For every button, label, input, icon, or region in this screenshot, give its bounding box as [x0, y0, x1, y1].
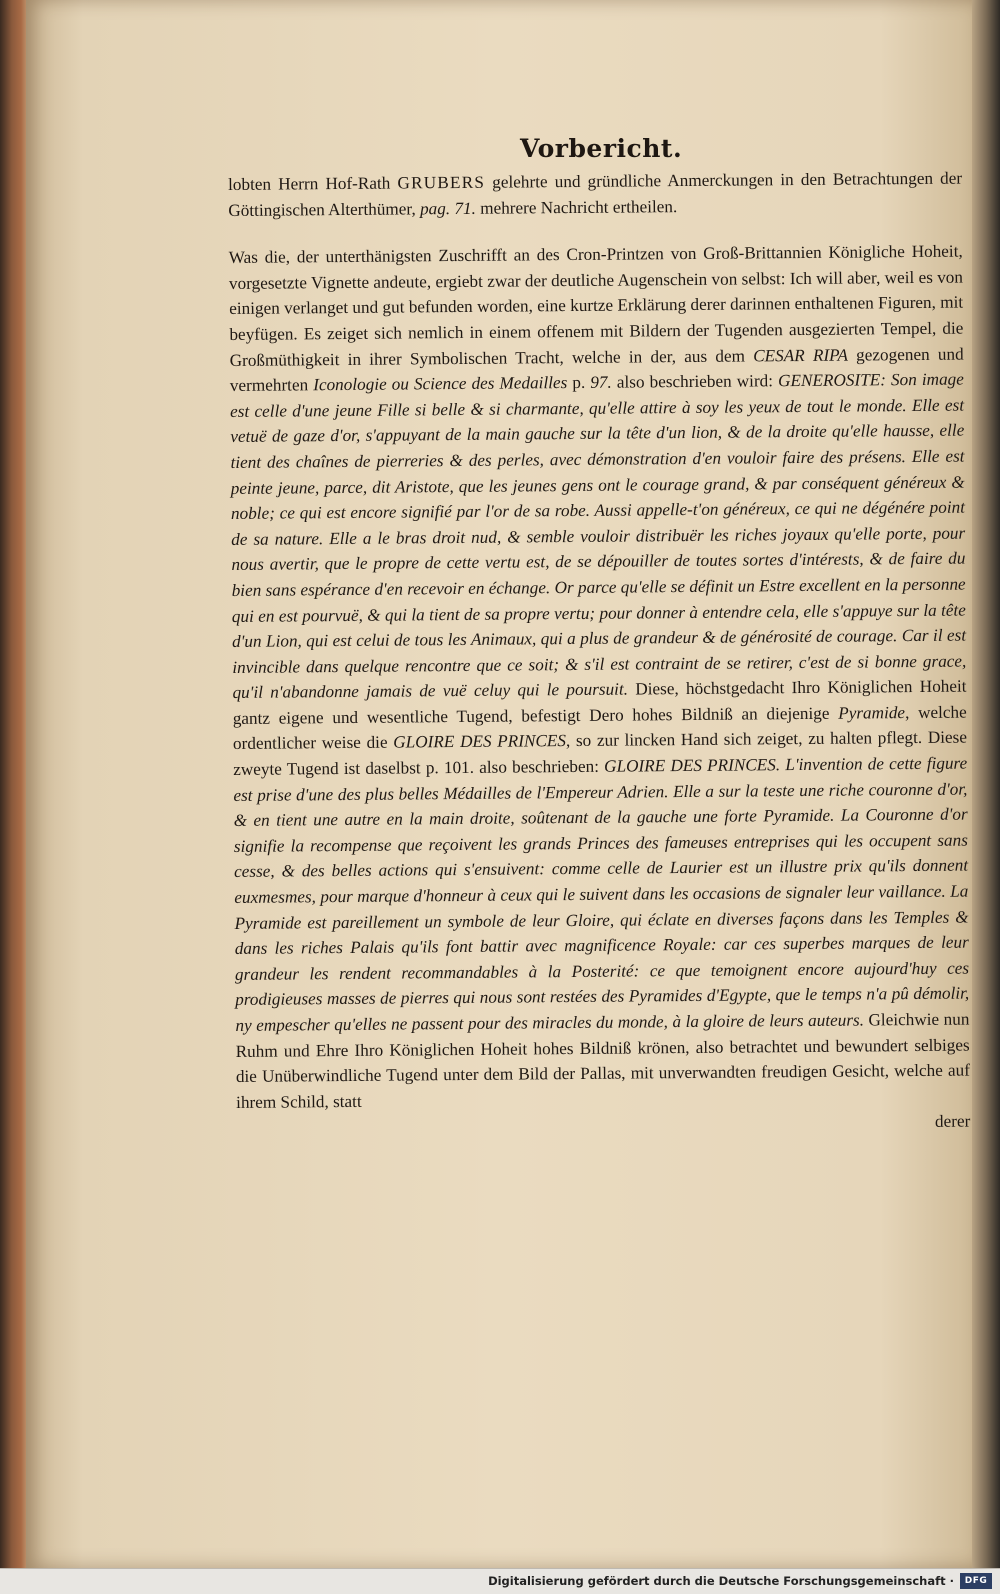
footer-credit: Digitalisierung gefördert durch die Deutsche Forschungsgemeinschaft · [488, 1574, 954, 1588]
p2-segment-2: gezogenen und vermehrten [229, 344, 964, 396]
p2-segment-9: Pyramide [838, 702, 906, 723]
p2-segment-12: , so zur lincken Hand sich zeiget, zu halten pflegt. Diese zweyte Tugend ist daselbst p. 101. also beschrieben: [233, 728, 968, 780]
catchword: derer [934, 1111, 971, 1132]
p1-segment-1: GRUBERS [397, 172, 486, 193]
p1-segment-2: gelehrte und gründliche Anmerckungen in den Betrachtungen der Göttingischen Alterthümer, [228, 168, 963, 220]
paragraph-2 [229, 239, 971, 1116]
p2-segment-8: Diese, höchstgedacht Ihro Königlichen Hoheit gantz eigene und wesentliche Tugend, befestigt Dero hohes Bildniß an diejenige [232, 676, 967, 728]
dfg-logo: DFG [960, 1573, 992, 1589]
p2-segment-5: 97. [590, 372, 612, 393]
paragraph-1 [228, 166, 962, 224]
p2-segment-14: Gleichwie nun Ruhm und Ehre Ihro Königlichen Hoheit hohes Bildniß krönen, also betrachtet und bewundert selbiges die Unüberwindliche Tugend unter dem Bild der Pallas, mit unverwandten freudigen Gesicht, welche auf ihrem Schild, statt [235, 1009, 970, 1112]
page-heading: Vorbericht. [520, 134, 683, 163]
page-right-edge [972, 0, 1000, 1568]
footer-bar [0, 1568, 1000, 1594]
page-body [228, 166, 970, 1141]
p2-segment-6: also beschrieben wird: [611, 371, 779, 392]
p2-segment-1: CESAR RIPA [753, 345, 848, 365]
p1-segment-0: lobten Herrn Hof-Rath [228, 173, 398, 194]
p2-segment-0: Was die, der unterthänigsten Zuschrifft an des Cron-Printzen von Groß-Brittannien Königliche Hoheit, vorgesetzte Vignette andeute, ergiebt zwar der deutliche Augenschein von selbst: Ich will aber, weil es von einigen verlanget und gut befunden worden, eine kurtze Erklärung derer darinnen enthaltenen Figuren, mit beyfügen. Es zeiget sich nemlich in einem offenem mit Bildern der Tugenden ausgezierten Tempel, die Großmüthigkeit in ihrer Symbolischen Tracht, welche in der, aus dem [228, 241, 964, 370]
p2-segment-10: , welche ordentlicher weise die [232, 702, 967, 754]
p2-segment-7: GENEROSITE: Son image est celle d'une jeune Fille si belle & si charmante, qu'elle attire à soy les yeux de tout le monde. Elle est vetuë de gaze d'or, s'appuyant de la main gauche sur la tête d'un lion, & de la droite qu'elle hausse, elle tient des chaînes de pierreries & des perles, avec démonstration d'en vouloir faire des présens. Elle est peinte jeune, parce, dit Aristote, que les jeunes gens ont le courage grand, & par conséquent généreux & noble; ce qui est encore signifié par l'or de sa robe. Aussi appelle-t'on généreux, ce qui ne dégénére point de sa nature. Elle a le bras droit nud, & semble vouloir distribuër les riches joyaux qu'elle porte, pour nous avertir, que le propre de cette vertu est, de se dépouiller de toutes sortes d'intérests, & de faire du bien sans espérance d'en recevoir en échange. Or parce qu'elle se définit un Estre excellent en la personne qui en est pourvuë, & qui la tient de sa propre vertu; pour donner à entendre cela, elle s'appuye sur la tête d'un Lion, qui est celui de tous les Animaux, qui a plus de grandeur & de générosité de courage. Car il est invincible dans quelque rencontre que ce soit; & s'il est contraint de se retirer, c'est de si bonne grace, qu'il n'abandonne jamais de vuë celuy qui le poursuit. [230, 369, 967, 703]
p2-segment-13: GLOIRE DES PRINCES. L'invention de cette figure est prise d'une des plus belles Médailles de l'Empereur Adrien. Elle a sur la teste une riche couronne d'or, & en tient une autre en la main droite, soûtenant de la gauche une forte Pyramide. La Couronne d'or signifie la recompense que reçoivent les grands Princes des fameuses entreprises qui les occupent sans cesse, & des belles actions qui s'ensuivent: comme celle de Laurier est un illustre prix qu'ils donnent euxmesmes, pour marque d'honneur à ceux qui le suivent dans les occasions de signaler leur vaillance. La Pyramide est pareillement un symbole de leur Gloire, qui éclate en diverses façons dans les Temples & dans les riches Palais qu'ils font battir avec magnificence Royale: car ces superbes marques de leur grandeur les rendent recommandables à la Posterité: ce que temoignent encore aujourd'huy ces prodigieuses masses de pierres qui nous sont restées des Pyramides d'Egypte, que le temps n'a pû démolir, ny empescher qu'elles ne passent pour des miracles du monde, à la gloire de leurs auteurs. [233, 753, 970, 1035]
p2-segment-4: p. [567, 373, 591, 393]
p2-segment-11: GLOIRE DES PRINCES [393, 731, 567, 753]
p1-segment-3: pag. 71. [419, 198, 476, 218]
p1-segment-4: mehrere Nachricht ertheilen. [475, 196, 678, 218]
p2-segment-3: Iconologie ou Science des Medailles [313, 373, 568, 395]
